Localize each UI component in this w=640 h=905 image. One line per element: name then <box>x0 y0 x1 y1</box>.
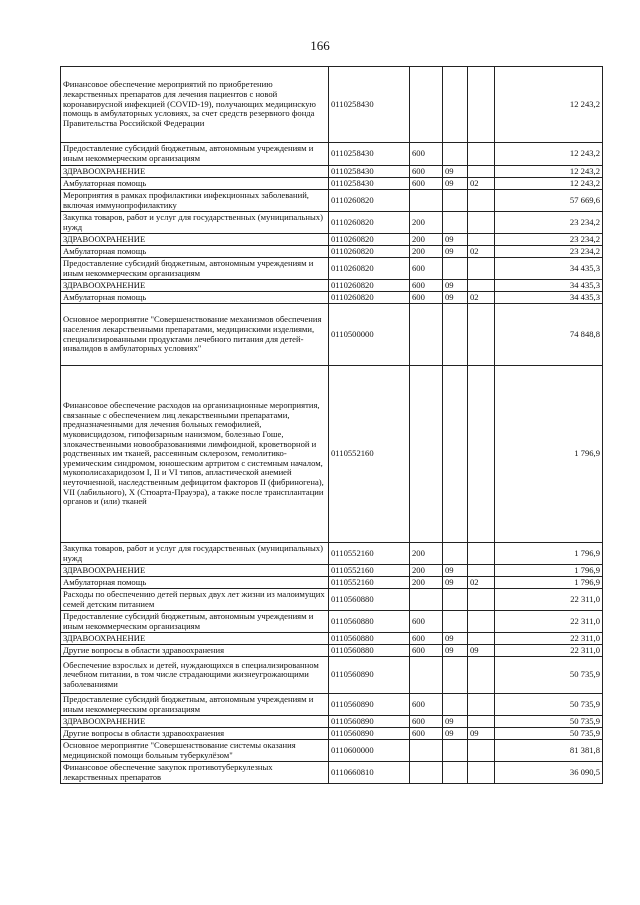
item-name-cell: Финансовое обеспечение расходов на организационные мероприятия, связанные с обеспечением лиц лекарственными препаратами, предназначенными для лечения больных гемофилией, муковисцидозом, гипофизарным нанизмом, болезнью Гоше, злокачественными новообразованиями лимфоидной, кроветворной и родственных им тканей, рассеянным склерозом, гемолитико-уремическим синдромом, юношеским артритом с системным началом, мукополисахаридозом I, II и VI типов, апластической анемией неуточненной, наследственным дефицитом факторов II (фибриногена), VII (лабильного), X (Стюарта-Прауэра), а также после трансплантации органов и (или) тканей <box>61 366 329 543</box>
expense-type-cell: 200 <box>410 234 443 246</box>
item-name-cell: ЗДРАВООХРАНЕНИЕ <box>61 633 329 645</box>
expense-type-cell: 600 <box>410 694 443 716</box>
amount-cell: 12 243,2 <box>495 143 603 166</box>
section-cell <box>443 304 468 366</box>
section-cell: 09 <box>443 280 468 292</box>
item-name-cell: Основное мероприятие "Совершенствование системы оказания медицинской помощи больным туберкулёзом" <box>61 740 329 762</box>
expense-type-cell: 600 <box>410 716 443 728</box>
item-name-cell: Амбулаторная помощь <box>61 178 329 190</box>
section-cell: 09 <box>443 716 468 728</box>
target-code-cell: 0110560880 <box>329 589 410 611</box>
target-code-cell: 0110258430 <box>329 166 410 178</box>
expense-type-cell: 600 <box>410 143 443 166</box>
target-code-cell: 0110560890 <box>329 694 410 716</box>
section-cell: 09 <box>443 633 468 645</box>
subsection-cell <box>468 304 495 366</box>
expense-type-cell <box>410 740 443 762</box>
item-name-cell: Предоставление субсидий бюджетным, автономным учреждениям и иным некоммерческим организациям <box>61 694 329 716</box>
target-code-cell: 0110552160 <box>329 366 410 543</box>
amount-cell: 34 435,3 <box>495 258 603 280</box>
table-row <box>61 190 603 212</box>
amount-cell: 23 234,2 <box>495 212 603 234</box>
amount-cell: 1 796,9 <box>495 543 603 565</box>
item-name-cell: ЗДРАВООХРАНЕНИЕ <box>61 234 329 246</box>
target-code-cell: 0110260820 <box>329 212 410 234</box>
subsection-cell: 09 <box>468 645 495 657</box>
subsection-cell: 02 <box>468 246 495 258</box>
target-code-cell: 0110258430 <box>329 143 410 166</box>
section-cell <box>443 258 468 280</box>
budget-table-body <box>61 67 603 784</box>
subsection-cell <box>468 280 495 292</box>
amount-cell: 57 669,6 <box>495 190 603 212</box>
table-row <box>61 728 603 740</box>
item-name-cell: Предоставление субсидий бюджетным, автономным учреждениям и иным некоммерческим организациям <box>61 143 329 166</box>
amount-cell: 23 234,2 <box>495 246 603 258</box>
section-cell: 09 <box>443 645 468 657</box>
expense-type-cell <box>410 67 443 143</box>
section-cell <box>443 740 468 762</box>
section-cell: 09 <box>443 234 468 246</box>
amount-cell: 36 090,5 <box>495 762 603 784</box>
target-code-cell: 0110552160 <box>329 577 410 589</box>
target-code-cell: 0110260820 <box>329 234 410 246</box>
target-code-cell: 0110560880 <box>329 645 410 657</box>
table-row <box>61 366 603 543</box>
item-name-cell: Обеспечение взрослых и детей, нуждающихся в специализированном лечебном питании, в том числе страдающими жизнеугрожающими заболеваниями <box>61 657 329 694</box>
budget-table <box>60 66 603 784</box>
target-code-cell: 0110660810 <box>329 762 410 784</box>
table-row <box>61 178 603 190</box>
item-name-cell: Предоставление субсидий бюджетным, автономным учреждениям и иным некоммерческим организациям <box>61 611 329 633</box>
amount-cell: 1 796,9 <box>495 565 603 577</box>
subsection-cell <box>468 716 495 728</box>
item-name-cell: Предоставление субсидий бюджетным, автономным учреждениям и иным некоммерческим организациям <box>61 258 329 280</box>
subsection-cell: 02 <box>468 178 495 190</box>
table-row <box>61 762 603 784</box>
item-name-cell: Закупка товаров, работ и услуг для государственных (муниципальных) нужд <box>61 212 329 234</box>
expense-type-cell: 600 <box>410 611 443 633</box>
subsection-cell <box>468 190 495 212</box>
amount-cell: 22 311,0 <box>495 611 603 633</box>
amount-cell: 34 435,3 <box>495 280 603 292</box>
table-row <box>61 543 603 565</box>
table-row <box>61 212 603 234</box>
section-cell: 09 <box>443 565 468 577</box>
target-code-cell: 0110560890 <box>329 716 410 728</box>
item-name-cell: Другие вопросы в области здравоохранения <box>61 728 329 740</box>
target-code-cell: 0110258430 <box>329 67 410 143</box>
expense-type-cell: 200 <box>410 212 443 234</box>
subsection-cell <box>468 143 495 166</box>
target-code-cell: 0110260820 <box>329 190 410 212</box>
amount-cell: 50 735,9 <box>495 694 603 716</box>
section-cell <box>443 694 468 716</box>
subsection-cell <box>468 657 495 694</box>
section-cell <box>443 657 468 694</box>
table-row <box>61 246 603 258</box>
section-cell <box>443 212 468 234</box>
target-code-cell: 0110260820 <box>329 258 410 280</box>
subsection-cell <box>468 67 495 143</box>
section-cell <box>443 589 468 611</box>
subsection-cell <box>468 565 495 577</box>
item-name-cell: Амбулаторная помощь <box>61 246 329 258</box>
section-cell <box>443 611 468 633</box>
table-row <box>61 657 603 694</box>
amount-cell: 74 848,8 <box>495 304 603 366</box>
section-cell: 09 <box>443 166 468 178</box>
amount-cell: 12 243,2 <box>495 166 603 178</box>
table-row <box>61 577 603 589</box>
target-code-cell: 0110260820 <box>329 246 410 258</box>
subsection-cell <box>468 762 495 784</box>
subsection-cell <box>468 234 495 246</box>
subsection-cell: 02 <box>468 577 495 589</box>
target-code-cell: 0110552160 <box>329 543 410 565</box>
expense-type-cell: 600 <box>410 728 443 740</box>
subsection-cell <box>468 258 495 280</box>
amount-cell: 22 311,0 <box>495 589 603 611</box>
subsection-cell <box>468 740 495 762</box>
section-cell <box>443 543 468 565</box>
item-name-cell: ЗДРАВООХРАНЕНИЕ <box>61 166 329 178</box>
subsection-cell <box>468 694 495 716</box>
target-code-cell: 0110260820 <box>329 280 410 292</box>
expense-type-cell: 600 <box>410 645 443 657</box>
subsection-cell <box>468 212 495 234</box>
table-row <box>61 67 603 143</box>
table-row <box>61 143 603 166</box>
expense-type-cell: 600 <box>410 633 443 645</box>
amount-cell: 22 311,0 <box>495 633 603 645</box>
section-cell <box>443 190 468 212</box>
table-row <box>61 565 603 577</box>
section-cell <box>443 67 468 143</box>
item-name-cell: Амбулаторная помощь <box>61 292 329 304</box>
amount-cell: 50 735,9 <box>495 728 603 740</box>
table-row <box>61 694 603 716</box>
expense-type-cell <box>410 366 443 543</box>
expense-type-cell <box>410 190 443 212</box>
target-code-cell: 0110560890 <box>329 657 410 694</box>
subsection-cell <box>468 633 495 645</box>
expense-type-cell <box>410 657 443 694</box>
expense-type-cell: 600 <box>410 292 443 304</box>
expense-type-cell: 600 <box>410 166 443 178</box>
subsection-cell <box>468 366 495 543</box>
target-code-cell: 0110560880 <box>329 611 410 633</box>
amount-cell: 50 735,9 <box>495 716 603 728</box>
section-cell <box>443 366 468 543</box>
subsection-cell <box>468 543 495 565</box>
item-name-cell: ЗДРАВООХРАНЕНИЕ <box>61 280 329 292</box>
expense-type-cell: 200 <box>410 577 443 589</box>
table-row <box>61 716 603 728</box>
subsection-cell <box>468 589 495 611</box>
amount-cell: 1 796,9 <box>495 366 603 543</box>
item-name-cell: Расходы по обеспечению детей первых двух лет жизни из малоимущих семей детским питанием <box>61 589 329 611</box>
expense-type-cell: 200 <box>410 246 443 258</box>
target-code-cell: 0110560880 <box>329 633 410 645</box>
subsection-cell: 09 <box>468 728 495 740</box>
amount-cell: 12 243,2 <box>495 178 603 190</box>
target-code-cell: 0110600000 <box>329 740 410 762</box>
section-cell <box>443 762 468 784</box>
amount-cell: 50 735,9 <box>495 657 603 694</box>
item-name-cell: Финансовое обеспечение закупок противотуберкулезных лекарственных препаратов <box>61 762 329 784</box>
amount-cell: 22 311,0 <box>495 645 603 657</box>
target-code-cell: 0110560890 <box>329 728 410 740</box>
table-row <box>61 633 603 645</box>
table-row <box>61 304 603 366</box>
amount-cell: 1 796,9 <box>495 577 603 589</box>
item-name-cell: ЗДРАВООХРАНЕНИЕ <box>61 716 329 728</box>
expense-type-cell: 200 <box>410 543 443 565</box>
target-code-cell: 0110258430 <box>329 178 410 190</box>
target-code-cell: 0110260820 <box>329 292 410 304</box>
amount-cell: 12 243,2 <box>495 67 603 143</box>
table-row <box>61 234 603 246</box>
expense-type-cell: 600 <box>410 178 443 190</box>
section-cell: 09 <box>443 292 468 304</box>
amount-cell: 81 381,8 <box>495 740 603 762</box>
table-row <box>61 589 603 611</box>
subsection-cell <box>468 611 495 633</box>
expense-type-cell: 600 <box>410 280 443 292</box>
table-row <box>61 645 603 657</box>
item-name-cell: ЗДРАВООХРАНЕНИЕ <box>61 565 329 577</box>
amount-cell: 23 234,2 <box>495 234 603 246</box>
expense-type-cell: 600 <box>410 258 443 280</box>
item-name-cell: Финансовое обеспечение мероприятий по приобретению лекарственных препаратов для лечения пациентов с новой коронавирусной инфекцией (COVID-19), получающих медицинскую помощь в амбулаторных условиях, за счет средств резервного фонда Правительства Российской Федерации <box>61 67 329 143</box>
section-cell <box>443 143 468 166</box>
subsection-cell <box>468 166 495 178</box>
target-code-cell: 0110500000 <box>329 304 410 366</box>
target-code-cell: 0110552160 <box>329 565 410 577</box>
table-row <box>61 611 603 633</box>
item-name-cell: Мероприятия в рамках профилактики инфекционных заболеваний, включая иммунопрофилактику <box>61 190 329 212</box>
section-cell: 09 <box>443 246 468 258</box>
section-cell: 09 <box>443 178 468 190</box>
table-row <box>61 292 603 304</box>
expense-type-cell <box>410 304 443 366</box>
item-name-cell: Закупка товаров, работ и услуг для государственных (муниципальных) нужд <box>61 543 329 565</box>
table-row <box>61 740 603 762</box>
table-row <box>61 258 603 280</box>
table-row <box>61 166 603 178</box>
item-name-cell: Другие вопросы в области здравоохранения <box>61 645 329 657</box>
section-cell: 09 <box>443 728 468 740</box>
item-name-cell: Основное мероприятие "Совершенствование механизмов обеспечения населения лекарственными препаратами, медицинскими изделиями, специализированными продуктами лечебного питания для детей-инвалидов в амбулаторных условиях" <box>61 304 329 366</box>
expense-type-cell: 200 <box>410 565 443 577</box>
expense-type-cell <box>410 589 443 611</box>
table-row <box>61 280 603 292</box>
subsection-cell: 02 <box>468 292 495 304</box>
section-cell: 09 <box>443 577 468 589</box>
item-name-cell: Амбулаторная помощь <box>61 577 329 589</box>
amount-cell: 34 435,3 <box>495 292 603 304</box>
page-number: 166 <box>310 38 330 53</box>
expense-type-cell <box>410 762 443 784</box>
